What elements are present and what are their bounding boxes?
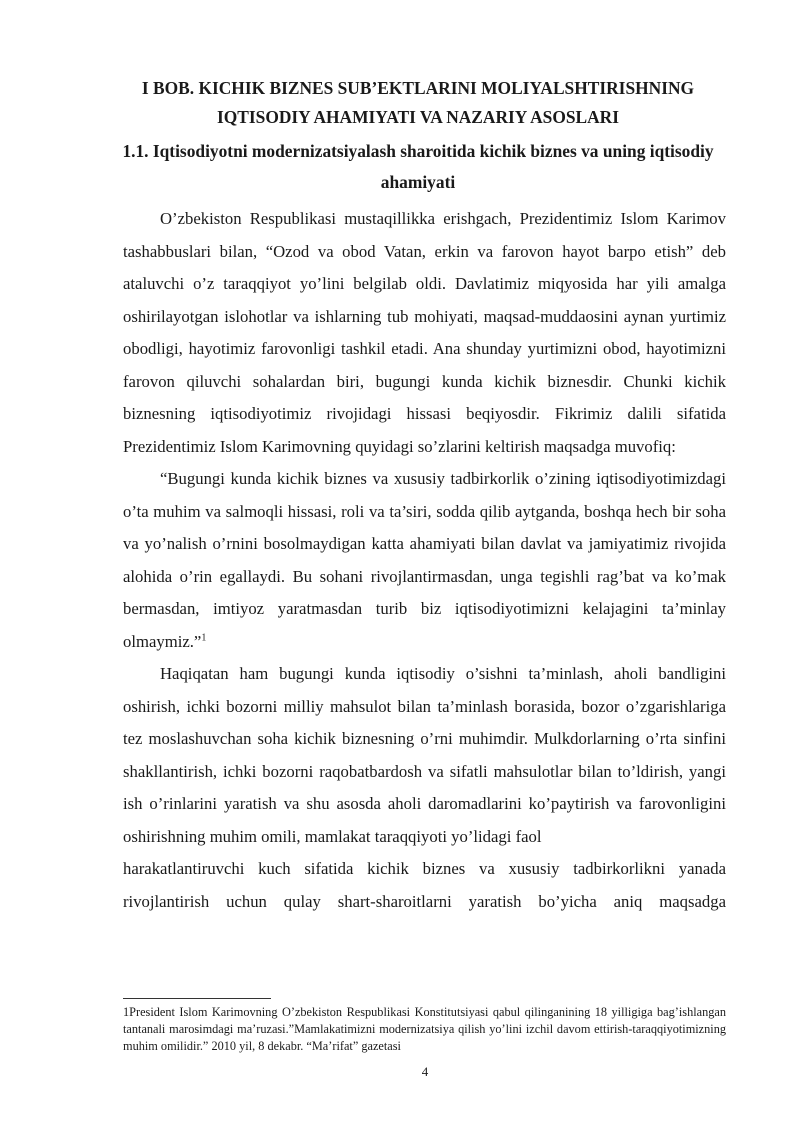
paragraph-1: O’zbekiston Respublikasi mustaqillikka erishgach, Prezidentimiz Islom Karimov tashabbuslari bilan, “Ozod va obod Vatan, erkin va farovon hayot barpo etish” deb ataluvchi o’z taraqqiyot yo’lini belgilab oldi. Davlatimiz miqyosida har yili amalga oshirilayotgan islohotlar va ishlarning tub mohiyati, maqsad-muddaosini aynan yurtimiz obodligi, hayotimiz farovonligi tashkil etadi. Ana shunday yurtimizni obod, hayotimizni farovon qiluvchi sohalardan biri, bugungi kunda kichik biznesdir. Chunki kichik biznesning iqtisodiyotimiz rivojidagi hissasi beqiyosdir. Fikrimiz dalili sifatida Prezidentimiz Islom Karimovning quyidagi so’zlarini keltirish maqsadga muvofiq: (123, 209, 726, 456)
chapter-title-line-1: I BOB. KICHIK BIZNES SUB’EKTLARINI MOLIYALSHTIRISHNING (141, 78, 695, 98)
heading-block (108, 74, 728, 198)
chapter-title-line-2: IQTISODIY AHAMIYATI VA NAZARIY ASOSLARI (216, 107, 620, 127)
paragraph-2-quote (123, 463, 726, 658)
section-title: 1.1. Iqtisodiyotni modernizatsiyalash sharoitida kichik biznes va uning iqtisodiy ahamiyati (122, 141, 714, 192)
footnote-text: 1President Islom Karimovning O’zbekiston Respublikasi Konstitutsiyasi qabul qilinganining 18 yilligiga bag’ishlangan tantanali marosimdagi ma’ruzasi.”Mamlakatimizni modernizatsiya qilish yo’lini izchil davom ettirish-taraqqiyotimizning muhim omilidir.” 2010 yil, 8 dekabr. “Ma’rifat” gazetasi (123, 1005, 726, 1053)
footnote-divider (123, 998, 271, 999)
paragraph-4-continuation: harakatlantiruvchi kuch sifatida kichik biznes va xususiy tadbirkorlikni yanada rivojlantirish uchun qulay shart-sharoitlarni yaratish bo’yicha aniq maqsadga (123, 859, 726, 911)
quote-text: “Bugungi kunda kichik biznes va xususiy tadbirkorlik o’zining iqtisodiyotimizdagi o’ta muhim va salmoqli hissasi, roli va ta’siri, sodda qilib aytganda, boshqa hech bir soha va yo’nalish o’rnini bosolmaydigan katta ahamiyati bilan davlat va jamiyatimiz rivojida alohida o’rin egallaydi. Bu sohani rivojlantirmasdan, unga tegishli rag’bat va ko’mak bermasdan, imtiyoz yaratmasdan turib biz iqtisodiyotimizni kelajagini ta’minlay olmaymiz.” (123, 469, 726, 651)
paragraph-3: Haqiqatan ham bugungi kunda iqtisodiy o’sishni ta’minlash, aholi bandligini oshirish, ichki bozorni milliy mahsulot bilan ta’minlash borasida, bozor o’zgarishlariga tez moslashuvchan soha kichik biznesning o’rni muhimdir. Mulkdorlarning o’rta sinfini shakllantirish, ichki bozorni raqobatbardosh va sifatli mahsulotlar bilan to’ldirish, yangi ish o’rinlarini yaratish va shu asosda aholi daromadlarini ko’paytirish va farovonligini oshirishning muhim omili, mamlakat taraqqiyoti yo’lidagi faol (123, 664, 726, 846)
page-number: 4 (421, 1064, 429, 1079)
footnote-marker[interactable]: 1 (201, 631, 207, 643)
body-text (123, 203, 726, 918)
